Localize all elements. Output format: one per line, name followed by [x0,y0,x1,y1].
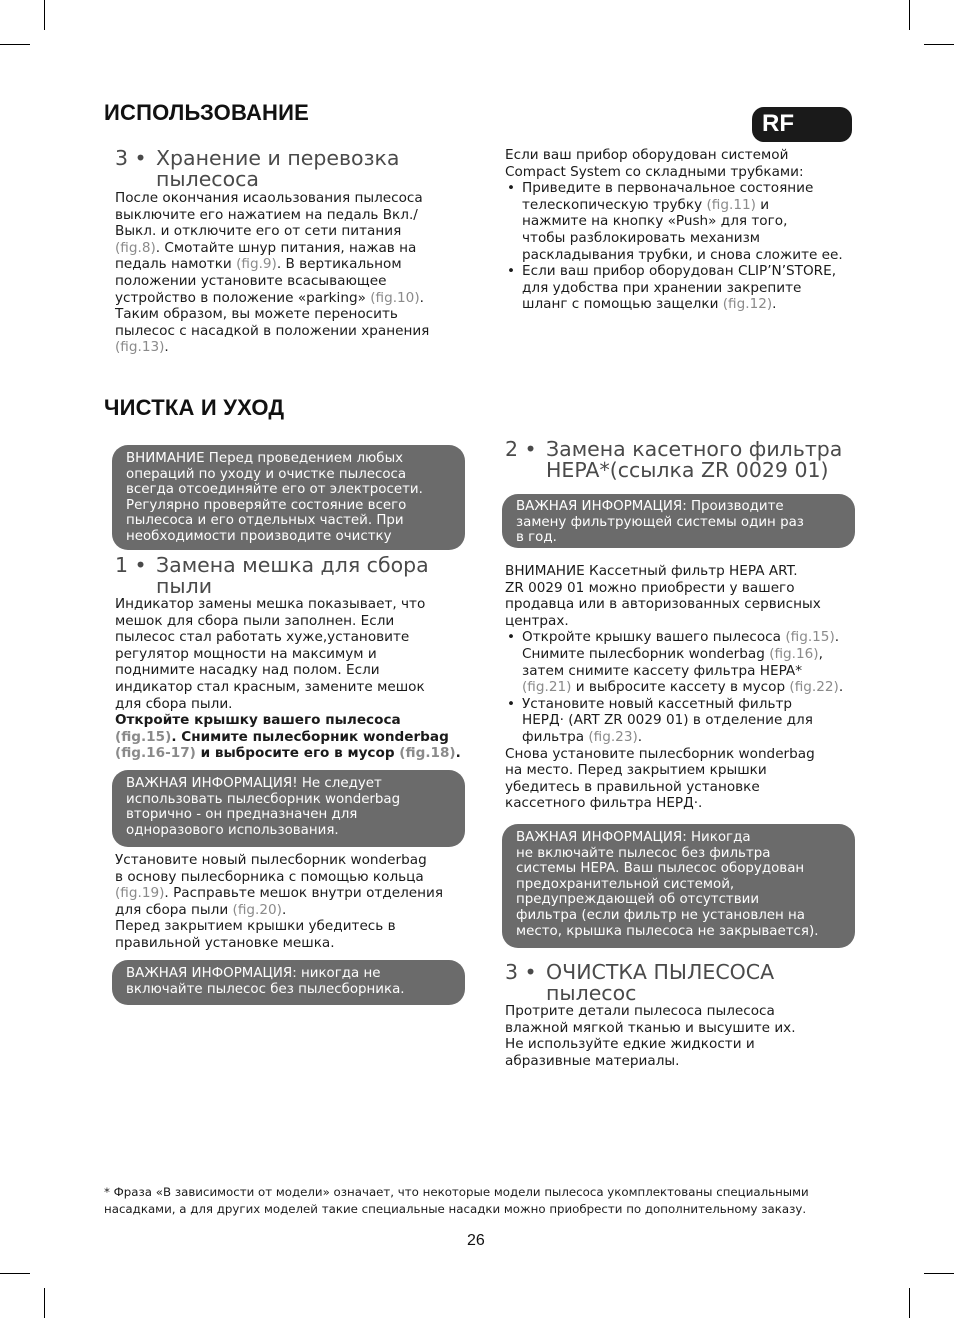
compact-system-text: Если ваш прибор оборудован системой Compact System со складными трубками: • Приведите в первоначальное состояние телескопическую трубку (fig.11) и нажмите на кнопку «Push» для того, чтобы разблокировать механизм раскладывания трубки, и снова сложите ее. • Если ваш прибор оборудован CLIP’N’STORE, для удобства при хранении закрепите шланг с помощью защелки (fig.12). [505,147,865,313]
subsection-storage-title: 3 • Хранение и перевозка пылесоса [115,146,400,191]
language-badge-label: RF [762,110,794,137]
cleaning-text: Протрите детали пылесоса пылесоса влажной мягкой тканью и высушите их. Не используйте едкие жидкости и абразивные материалы. [505,1003,796,1069]
crop-mark [924,1273,954,1274]
list-item: • Откройте крышку вашего пылесоса (fig.15). Снимите пылесборник wonderbag (fig.16), затем снимите кассету фильтра HEPA* (fig.21) и выбросите кассету в мусор (fig.22). [505,629,865,695]
footnote: * Фраза «В зависимости от модели» означает, что некоторые модели пылесоса укомплектованы специальными насадками, а для других моделей такие специальные насадки можно приобрести по дополнительному заказу. [104,1185,809,1216]
list-item: • Приведите в первоначальное состояние телескопическую трубку (fig.11) и нажмите на кнопку «Push» для того, чтобы разблокировать механизм раскладывания трубки, и снова сложите ее. [505,180,865,263]
language-badge [752,107,852,142]
storage-text: После окончания исаользования пылесоса выключите его нажатием на педаль Вкл./ Выкл. и отключите его от сети питания (fig.8). Смотайте шнур питания, нажав на педаль намотки (fig.9). В вертикальном положении установите всасывающее устройство в положение «parking» (fig.10). Таким образом, вы можете переносить пылесос с насадкой в положении хранения (fig.13). [115,190,430,356]
bag-text: Индикатор замены мешка показывает, что мешок для сбора пыли заполнен. Если пылесос стал работать хуже,установите регулятор мощности на максимум и поднимите насадку над полом. Если индикатор стал красным, замените мешок для сбора пыли. Откройте крышку вашего пылесоса (fig.15). Снимите пылесборник wonderbag (fig.16-17) и выбросите его в мусор (fig.18). [115,596,461,762]
info-box: ВАЖНАЯ ИНФОРМАЦИЯ: Никогда не включайте пылесос без фильтра системы HEPA. Ваш пылесос оборудован предохранительной системой, предупреждающей об отсутствии фильтра (если фильтр не установлен на место, крышка пылесоса не закрывается). [502,824,855,948]
crop-mark [0,1273,30,1274]
info-box: ВАЖНАЯ ИНФОРМАЦИЯ: никогда не включайте пылесос без пылесборника. [112,960,465,1005]
info-box: ВАЖНАЯ ИНФОРМАЦИЯ! Не следует использовать пылесборник wonderbag вторично - он предназначен для одноразового использования. [112,770,465,847]
subsection-bag-title: 1 • Замена мешка для сбора пыли [115,553,429,598]
section-title-care: ЧИСТКА И УХОД [104,395,285,420]
subsection-hepa-title: 2 • Замена касетного фильтра HEPA*(ссылка ZR 0029 01) [505,437,843,482]
crop-mark [44,1288,45,1318]
section-title-use: ИСПОЛЬЗОВАНИЕ [104,100,310,125]
info-box: ВАЖНАЯ ИНФОРМАЦИЯ: Производите замену фильтрующей системы один раз в год. [502,494,855,548]
hepa-text: ВНИМАНИЕ Кассетный фильтр HEPA ART. ZR 0029 01 можно приобрести у вашего продавца или в авторизованных сервисных центрах. • Откройте крышку вашего пылесоса (fig.15). Снимите пылесборник wonderbag (fig.16), затем снимите кассету фильтра HEPA* (fig.21) и выбросите кассету в мусор (fig.22). • Установите новый кассетный фильтр НЕРД· (ART ZR 0029 01) в отделение для фильтра (fig.23). Снова установите пылесборник wonderbag на место. Перед закрытием крышки убедитесь в правильной установке кассетного фильтра НЕРД·. [505,563,865,812]
install-text: Установите новый пылесборник wonderbag в основу пылесборника с помощью кольца (fig.19). Расправьте мешок внутри отделения для сбора пыли (fig.20). Перед закрытием крышки убедитесь в правильной установке мешка. [115,852,444,951]
crop-mark [909,1288,910,1318]
crop-mark [0,44,30,45]
list-item: • Если ваш прибор оборудован CLIP’N’STORE, для удобства при хранении закрепите шланг с помощью защелки (fig.12). [505,263,865,313]
warning-box: ВНИМАНИЕ Перед проведением любых операций по уходу и очистке пылесоса всегда отсоединяйте его от электросети. Регулярно проверяйте состояние всего пылесоса и его отдельных частей. При необходимости производите очистку [112,445,465,550]
list-item: • Установите новый кассетный фильтр НЕРД· (ART ZR 0029 01) в отделение для фильтра (fig.23). [505,696,865,746]
crop-mark [44,0,45,30]
crop-mark [924,44,954,45]
crop-mark [909,0,910,30]
page-number: 26 [467,1232,485,1249]
subsection-cleaning-title: 3 • ОЧИСТКА ПЫЛЕСОСА пылесос [505,960,775,1005]
